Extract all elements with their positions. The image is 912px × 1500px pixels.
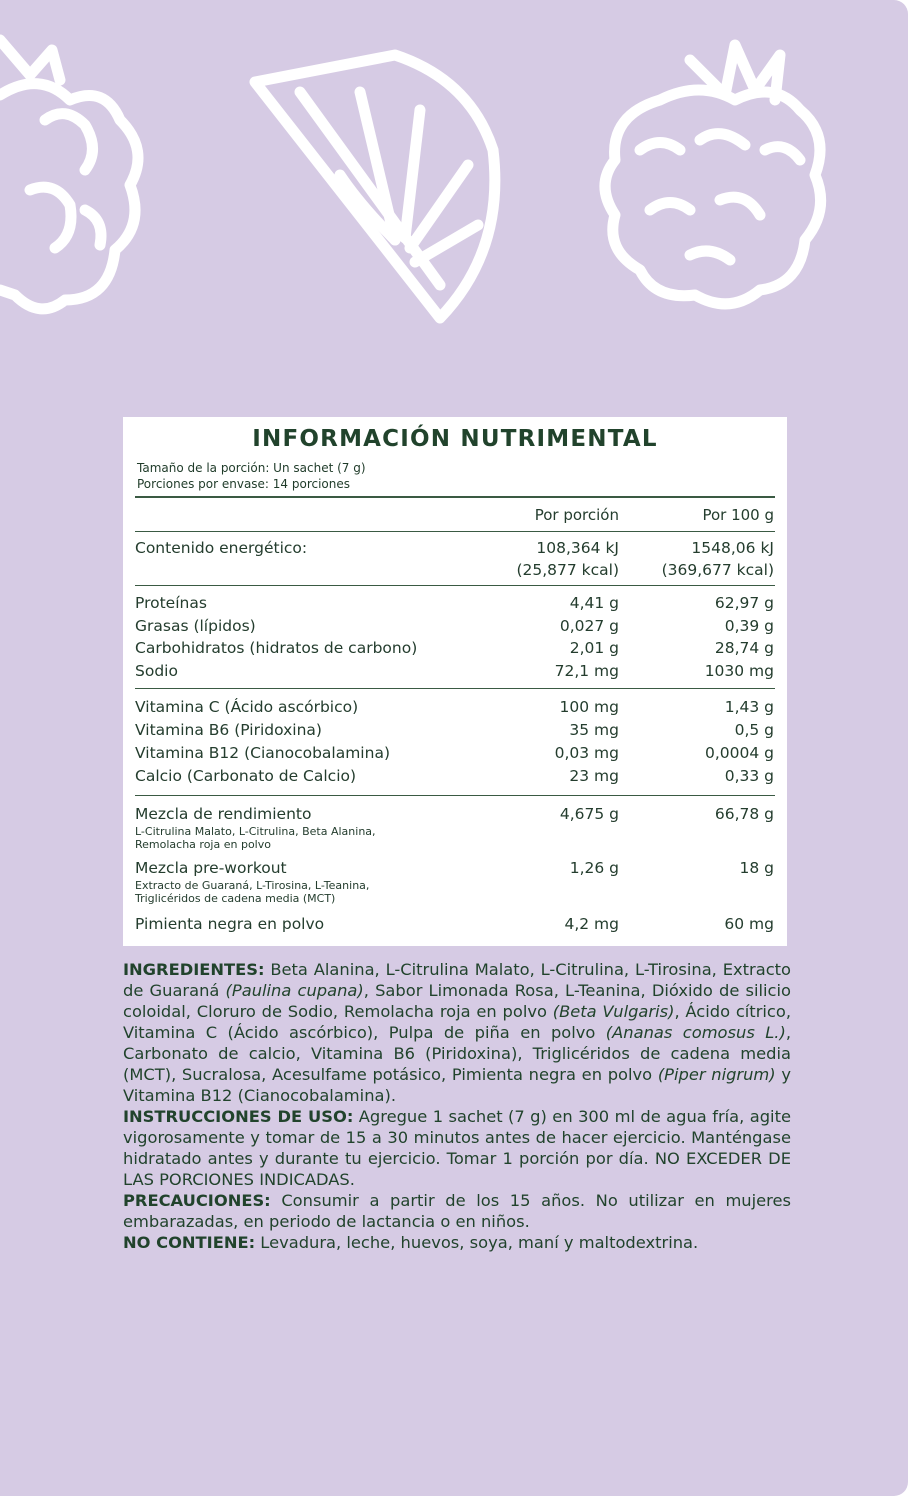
decor-illustrations [0, 0, 908, 340]
blend-name: Pimienta negra en polvo [135, 915, 325, 933]
nutrient-portion: 72,1 mg [554, 662, 619, 680]
precautions-text: Consumir a partir de los 15 años. No utilizar en mujeres embarazadas, en periodo de lactancia o en niños. [123, 1191, 791, 1231]
vitamin-100g: 0,33 g [724, 767, 774, 785]
blend-portion: 4,675 g [559, 805, 619, 823]
nutrient-100g: 0,39 g [724, 617, 774, 635]
precautions-paragraph [123, 1190, 791, 1232]
divider [135, 585, 775, 586]
ingredients-text: , Sabor Limonada Rosa, L-Teanina, Dióxido de silicio coloidal, Cloruro de Sodio, Remolacha roja en polvo [123, 981, 791, 1021]
instructions-heading: INSTRUCCIONES DE USO: [123, 1107, 354, 1126]
blend-name: Mezcla de rendimiento [135, 805, 312, 823]
nutrient-100g: 1030 mg [704, 662, 774, 680]
column-header-portion: Por porción [534, 506, 619, 524]
nutrient-portion: 4,41 g [569, 594, 619, 612]
raspberry-icon [605, 45, 821, 304]
blend-portion: 1,26 g [569, 859, 619, 877]
vitamin-name: Vitamina B6 (Piridoxina) [135, 721, 322, 739]
nutrient-name: Grasas (lípidos) [135, 617, 256, 635]
energy-portion-kj: 108,364 kJ [536, 539, 619, 557]
not-contains-heading: NO CONTIENE: [123, 1233, 256, 1252]
ingredients-text: , Carbonato de calcio, Vitamina B6 (Piridoxina), Triglicéridos de cadena media (MCT), Sucralosa, Acesulfame potásico, Pimienta negra en polvo [123, 1023, 792, 1084]
ingredients-paragraph [123, 959, 791, 1106]
vitamin-name: Calcio (Carbonato de Calcio) [135, 767, 357, 785]
ingredients-text: Beta Alanina, L-Citrulina Malato, L-Citrulina, L-Tirosina, Extracto de Guaraná [123, 960, 791, 1000]
blend-detail: Extracto de Guaraná, L-Tirosina, L-Teanina, Triglicéridos de cadena media (MCT) [135, 879, 370, 905]
lemon-slice-icon [255, 55, 495, 318]
ingredients-scientific-name: (Paulina cupana) [225, 981, 364, 1000]
blend-100g: 66,78 g [714, 805, 774, 823]
divider [135, 496, 775, 498]
energy-100g-kcal: (369,677 kcal) [661, 561, 774, 579]
nutrient-name: Proteínas [135, 594, 207, 612]
divider [135, 531, 775, 532]
nutrient-portion: 2,01 g [569, 639, 619, 657]
ingredients-text: y Vitamina B12 (Cianocobalamina). [123, 1065, 791, 1105]
vitamin-name: Vitamina B12 (Cianocobalamina) [135, 744, 390, 762]
nutrient-100g: 62,97 g [714, 594, 774, 612]
ingredients-text: , Ácido cítrico, Vitamina C (Ácido ascórbico), Pulpa de piña en polvo [123, 1002, 791, 1042]
precautions-heading: PRECAUCIONES: [123, 1191, 271, 1210]
nutrient-name: Sodio [135, 662, 178, 680]
blend-detail: L-Citrulina Malato, L-Citrulina, Beta Alanina, Remolacha roja en polvo [135, 825, 376, 851]
instructions-text: Agregue 1 sachet (7 g) en 300 ml de agua fría, agite vigorosamente y tomar de 15 a 30 minutos antes de hacer ejercicio. Manténgase hidratado antes y durante tu ejercicio. Tomar 1 porción por día. NO EXCEDER DE LAS PORCIONES INDICADAS. [123, 1107, 791, 1189]
vitamin-portion: 23 mg [569, 767, 619, 785]
raspberry-icon [0, 40, 138, 309]
vitamin-100g: 1,43 g [724, 698, 774, 716]
divider [135, 688, 775, 689]
column-header-100g: Por 100 g [702, 506, 774, 524]
vitamin-100g: 0,0004 g [704, 744, 774, 762]
nutrition-facts-table [123, 417, 787, 946]
label-text-block [123, 959, 791, 1253]
serving-size: Tamaño de la porción: Un sachet (7 g) [137, 461, 366, 475]
ingredients-scientific-name: (Beta Vulgaris) [552, 1002, 675, 1021]
blend-portion: 4,2 mg [564, 915, 619, 933]
not-contains-text: Levadura, leche, huevos, soya, maní y maltodextrina. [255, 1233, 699, 1252]
vitamin-portion: 35 mg [569, 721, 619, 739]
vitamin-name: Vitamina C (Ácido ascórbico) [135, 698, 359, 716]
nutrient-portion: 0,027 g [559, 617, 619, 635]
servings-per-container: Porciones por envase: 14 porciones [137, 477, 351, 491]
energy-100g-kj: 1548,06 kJ [691, 539, 774, 557]
vitamin-portion: 0,03 mg [554, 744, 619, 762]
vitamin-100g: 0,5 g [734, 721, 774, 739]
instructions-paragraph [123, 1106, 791, 1190]
ingredients-heading: INGREDIENTES: [123, 960, 265, 979]
blend-100g: 60 mg [724, 915, 774, 933]
divider [135, 795, 775, 796]
blend-100g: 18 g [739, 859, 774, 877]
nutrient-100g: 28,74 g [714, 639, 774, 657]
energy-label: Contenido energético: [135, 539, 308, 557]
nutrient-name: Carbohidratos (hidratos de carbono) [135, 639, 418, 657]
nutrition-title: INFORMACIÓN NUTRIMENTAL [252, 426, 658, 452]
ingredients-scientific-name: (Piper nigrum) [657, 1065, 776, 1084]
ingredients-scientific-name: (Ananas comosus L.) [605, 1023, 786, 1042]
energy-portion-kcal: (25,877 kcal) [516, 561, 619, 579]
vitamin-portion: 100 mg [559, 698, 619, 716]
blend-name: Mezcla pre-workout [135, 859, 287, 877]
not-contains-paragraph [123, 1232, 791, 1253]
